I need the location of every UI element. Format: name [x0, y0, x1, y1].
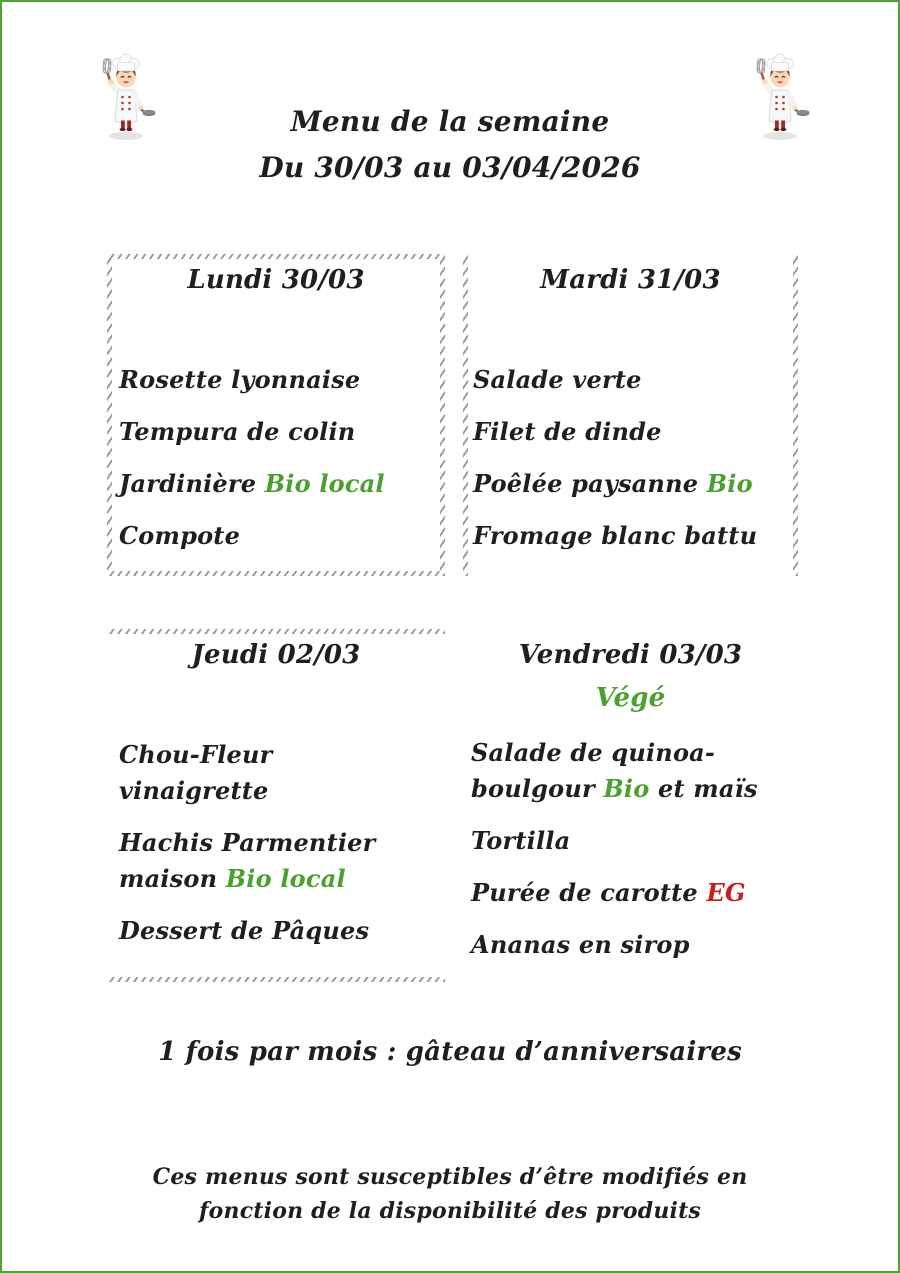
- menu-item: Salade de quinoa-boulgour Bio et maïs: [471, 738, 758, 803]
- menu-item: Tortilla: [471, 826, 571, 855]
- day-card-vendredi: [463, 629, 798, 982]
- menu-item: Dessert de Pâques: [119, 916, 370, 945]
- hatched-border-bottom: [107, 571, 445, 576]
- menu-item: Hachis Parmentier maison Bio local: [119, 828, 376, 893]
- menu-item: Filet de dinde: [473, 417, 662, 446]
- day-title-vendredi: Vendredi 03/03: [518, 640, 743, 670]
- page-title: Menu de la semaine: [290, 105, 610, 138]
- day-card-jeudi: [107, 629, 445, 982]
- menu-item: Compote: [119, 521, 241, 550]
- day-title-jeudi: Jeudi 02/03: [191, 640, 361, 670]
- menu-item: Poêlée paysanne Bio: [473, 469, 753, 498]
- menu-items-mardi: [463, 362, 798, 554]
- hatched-border-right: [440, 254, 445, 576]
- day-card-mardi: [463, 254, 798, 576]
- menu-item: Tempura de colin: [119, 417, 356, 446]
- day-subtitle-vege: Végé: [595, 683, 666, 713]
- date-range: Du 30/03 au 03/04/2026: [259, 151, 641, 184]
- menu-item: Chou-Fleur vinaigrette: [119, 740, 273, 805]
- monthly-note: 1 fois par mois : gâteau d’anniversaires: [158, 1037, 742, 1067]
- day-title-lundi: Lundi 30/03: [187, 265, 365, 295]
- menu-items-vendredi: [463, 735, 798, 963]
- menu-item: Salade verte: [473, 365, 642, 394]
- menu-item: Ananas en sirop: [471, 930, 690, 959]
- menu-items-lundi: [107, 362, 445, 554]
- day-card-lundi: [107, 254, 445, 576]
- hatched-border-bottom: [107, 977, 445, 982]
- hatched-border-left: [463, 254, 468, 576]
- menu-item: Purée de carotte EG: [471, 878, 746, 907]
- hatched-border-top: [107, 254, 445, 259]
- hatched-border-left: [107, 254, 112, 576]
- disclaimer-note: Ces menus sont susceptibles d’être modifiés en fonction de la disponibilité des produits: [152, 1164, 748, 1224]
- menu-item: Fromage blanc battu: [473, 521, 758, 550]
- menu-item: Rosette lyonnaise: [119, 365, 361, 394]
- menu-item: Jardinière Bio local: [119, 469, 385, 498]
- hatched-border-right: [793, 254, 798, 576]
- hatched-border-top: [107, 629, 445, 634]
- menu-items-jeudi: [107, 737, 445, 949]
- day-title-mardi: Mardi 31/03: [540, 265, 721, 295]
